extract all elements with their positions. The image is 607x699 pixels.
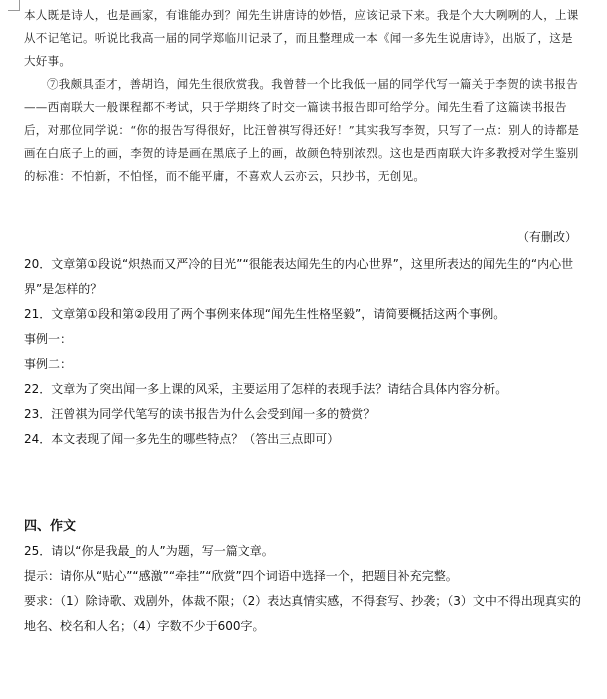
question-25: 25．请以“你是我最_的人”为题，写一篇文章。: [24, 544, 274, 558]
page-corner-mark: [8, 0, 20, 11]
composition-section: [24, 514, 584, 639]
example-one-label: 事例一：: [24, 332, 73, 346]
composition-hint: 提示：请你从“贴心”“感激”“牵挂”“欣赏”四个词语中选择一个，把题目补充完整。: [24, 569, 458, 583]
source-note: （有删改）: [516, 230, 577, 244]
passage-paragraph-7: ⑦我颇具歪才，善胡诌，闻先生很欣赏我。我曾替一个比我低一届的同学代写一篇关于李贺的读书报告——西南联大一般课程都不考试，只于学期终了时交一篇读书报告即可给学分。闻先生看了这篇读书报告后，对那位同学说：“你的报告写得很好，比汪曾祺写得还好！”其实我写李贺，只写了一点：别人的诗都是画在白底子上的画，李贺的诗是画在黑底子上的画，故颜色特别浓烈。这也是西南联大许多教授对学生鉴别的标准：不怕新，不怕怪，而不能平庸，不喜欢人云亦云，只抄书，无创见。: [24, 77, 580, 183]
reading-passage: [24, 4, 580, 188]
question-24: 24．本文表现了闻一多先生的哪些特点？（答出三点即可）: [24, 432, 340, 446]
section-title: 四、作文: [24, 519, 77, 534]
question-23: 23．汪曾祺为同学代笔写的读书报告为什么会受到闻一多的赞赏？: [24, 407, 376, 421]
passage-paragraph-6-end: 本人既是诗人，也是画家，有谁能办到？闻先生讲唐诗的妙悟，应该记录下来。我是个大大咧咧的人，上课从不记笔记。听说比我高一届的同学郑临川记录了，而且整理成一本《闻一多先生说唐诗》，出版了，这是大好事。: [24, 8, 579, 68]
question-21: 21．文章第①段和第②段用了两个事例来体现“闻先生性格坚毅”，请简要概括这两个事例。: [24, 307, 506, 321]
question-22: 22．文章为了突出闻一多上课的风采，主要运用了怎样的表现手法？请结合具体内容分析。: [24, 382, 508, 396]
question-list: [24, 252, 584, 452]
composition-requirements: 要求：（1）除诗歌、戏剧外，体裁不限；（2）表达真情实感，不得套写、抄袭；（3）文中不得出现真实的地名、校名和人名；（4）字数不少于600字。: [24, 594, 581, 633]
example-two-label: 事例二：: [24, 357, 73, 371]
question-20: 20．文章第①段说“炽热而又严冷的目光”“很能表达闻先生的内心世界”，这里所表达的闻先生的“内心世界”是怎样的？: [24, 257, 574, 296]
